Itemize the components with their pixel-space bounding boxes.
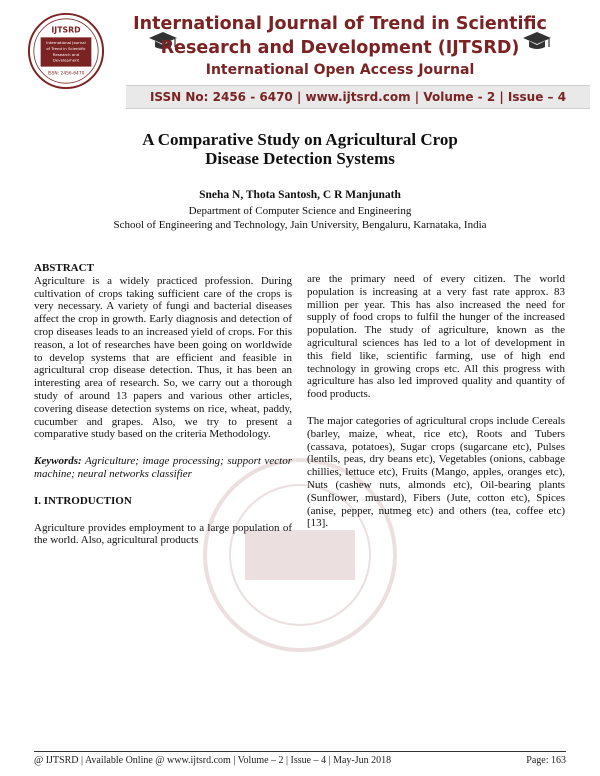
abstract-text: Agriculture is a widely practiced profession. During cultivation of crops taking sufficient care of the crops is very necessary. A variety of fungi and bacterial diseases affect the crop in growth. Early diagnosis and detection of crop diseases leads to an increased yield of crops. For this reason, a lot of researches have been going on worldwide to develop systems that are efficient and feasible in agricultural crop disease detection. Thus, it has been an interesting area of research. So, we carry out a thorough study of around 13 papers and various other articles, covering disease detection systems on rice, wheat, paddy, cucumber and grapes. Also, we try to present a comparative study based on the criteria Methodology. — [34, 274, 292, 441]
left-column — [34, 262, 292, 547]
introduction-text: Agriculture provides employment to a large population of the world. Also, agricultural products — [34, 521, 292, 547]
right-column — [307, 273, 565, 530]
logo-name: IJTSRD — [51, 25, 81, 35]
logo-line1: International Journal — [46, 40, 86, 46]
logo-line4: Development — [52, 57, 80, 63]
footer-journal-info: @ IJTSRD | Available Online @ www.ijtsrd.com | Volume – 2 | Issue – 4 | May-Jun 2018 — [34, 755, 392, 766]
abstract-heading: ABSTRACT — [34, 262, 94, 274]
open-access-label: International Open Access Journal — [205, 62, 475, 78]
paper-title-line1: A Comparative Study on Agricultural Crop — [142, 130, 458, 149]
journal-title-line1: International Journal of Trend in Scientific — [133, 14, 547, 34]
logo-line2: of Trend in Scientific — [46, 46, 86, 52]
body-paragraph: are the primary need of every citizen. The world population is increasing at a very fast rate approx. 83 million per year. This has also increased the need for supply of food crops to fulfil the hunger of the increased population. The study of agriculture, known as the agricultural sciences has led to a lot of development in this field like, scientific farming, use of high end technology in growing crops etc. All this progress with agriculture has also led improved quality and quantity of food products. — [307, 273, 565, 401]
logo-issn: ISSN: 2456-6470 — [47, 71, 85, 77]
introduction-heading: I. INTRODUCTION — [34, 494, 132, 507]
journal-header — [0, 0, 600, 118]
logo-line3: Research and — [52, 51, 80, 57]
issn-bar: ISSN No: 2456 - 6470 | www.ijtsrd.com | Volume - 2 | Issue – 4 — [126, 85, 590, 109]
keywords-label: Keywords: — [34, 455, 82, 468]
page-number: Page: 163 — [526, 755, 566, 766]
affiliation-school: School of Engineering and Technology, Jain University, Bengaluru, Karnataka, India — [113, 219, 487, 231]
body-paragraph: The major categories of agricultural crops include Cereals (barley, maize, wheat, rice etc), Roots and Tubers (cassava, potatoes), Sugar crops (sugarcane etc), Pulses (lentils, peas, dry beans etc), Vegetables (onions, cabbage chillies, lettuce etc), Fruits (Mango, apples, oranges etc), Nuts (cashew nuts, almonds etc), Oil-bearing plants (Sunflower, mustard), Fibers (Jute, cotton etc), Spices (anise, pepper, nutmeg etc) and others (tea, coffee etc)[13]. — [307, 414, 565, 530]
keywords — [34, 455, 292, 481]
paper-title-line2: Disease Detection Systems — [205, 149, 395, 168]
journal-title-line2: Research and Development (IJTSRD) — [160, 38, 520, 58]
ijtsrd-logo — [27, 12, 105, 90]
authors: Sneha N, Thota Santosh, C R Manjunath — [199, 189, 401, 201]
footer-divider — [34, 751, 566, 752]
affiliation-department: Department of Computer Science and Engineering — [188, 205, 412, 217]
keywords-text: Agriculture; image processing; support vector machine; neural networks classifier — [34, 455, 292, 480]
